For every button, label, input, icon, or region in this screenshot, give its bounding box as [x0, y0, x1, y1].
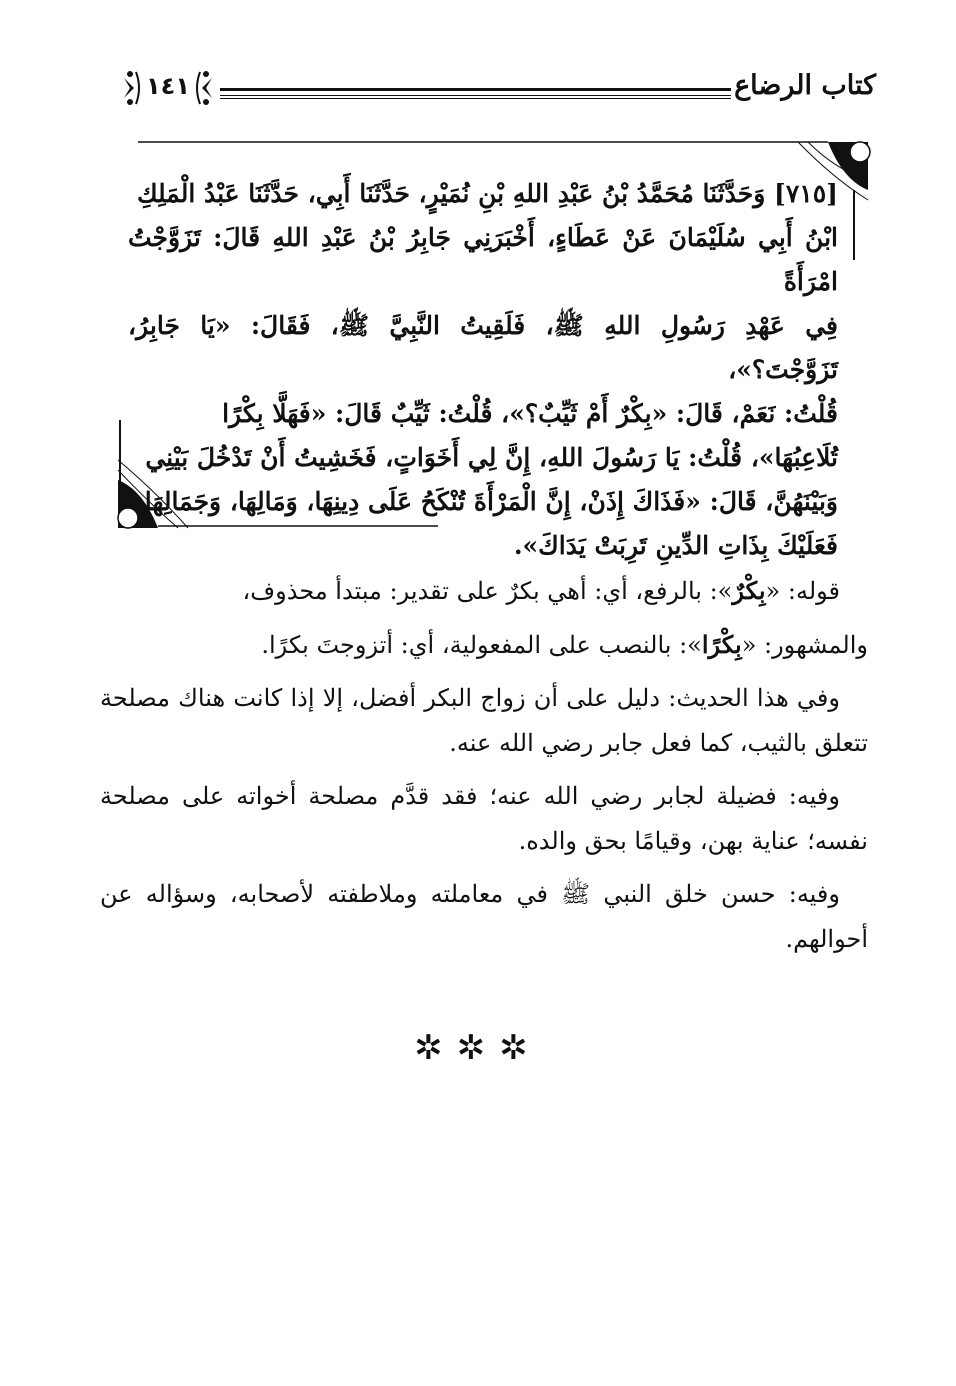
quoted-word: بِكْرٌ	[732, 576, 766, 605]
hadith-line: فِي عَهْدِ رَسُولِ اللهِ ﷺ، فَلَقِيتُ النَّبِيَّ ﷺ، فَقَالَ: «يَا جَابِرُ، تَزَوَّجْتَ؟»،	[128, 311, 838, 384]
hadith-line: [٧١٥] وَحَدَّثَنَا مُحَمَّدُ بْنُ عَبْدِ اللهِ بْنِ نُمَيْرٍ، حَدَّثَنَا أَبِي، حَدَّثَنَا عَبْدُ الْمَلِكِ	[136, 179, 838, 208]
header-rule	[220, 88, 731, 96]
running-head	[100, 62, 876, 122]
commentary-paragraph-2: وفي هذا الحديث: دليل على أن زواج البكر أفضل، إلا إذا كانت هناك مصلحة تتعلق بالثيب، كما فعل جابر رضي الله عنه.	[100, 684, 868, 757]
header-rule-thin	[220, 98, 731, 99]
section-separator-icon: ✲✲✲	[414, 1028, 542, 1068]
text-span: »: بالنصب على المفعولية، أي: أتزوجتَ بكرًا.	[261, 631, 702, 659]
hadith-line: قُلْتُ: نَعَمْ، قَالَ: «بِكْرٌ أَمْ ثَيِّبٌ؟»، قُلْتُ: ثَيِّبٌ قَالَ: «فَهَلَّا بِكْرًا	[222, 399, 838, 428]
text-span: قوله: «	[765, 577, 840, 605]
page-number: ١٤١	[146, 72, 190, 100]
commentary	[100, 568, 868, 970]
hadith-line: تُلَاعِبُهَا»، قُلْتُ: يَا رَسُولَ اللهِ، إِنَّ لِي أَخَوَاتٍ، فَخَشِيتُ أَنْ تَدْخُلَ بَيْنِي	[145, 443, 838, 472]
text-span: والمشهور: «	[741, 631, 868, 659]
quoted-word: بِكْرًا	[701, 630, 742, 659]
text-span: »: بالرفع، أي: أهي بكرٌ على تقدير: مبتدأ محذوف،	[242, 577, 733, 605]
commentary-paragraph-3: وفيه: فضيلة لجابر رضي الله عنه؛ فقد قدَّم مصلحة أخواته على مصلحة نفسه؛ عناية بهن، وقيامًا بحق والده.	[100, 782, 868, 855]
commentary-paragraph-4: وفيه: حسن خلق النبي ﷺ في معاملته وملاطفته لأصحابه، وسؤاله عن أحوالهم.	[100, 880, 868, 953]
hadith-text	[128, 172, 838, 568]
book-title: كتاب الرضاع	[734, 70, 876, 101]
commentary-paragraph-1b	[100, 622, 868, 668]
hadith-line: ابْنُ أَبِي سُلَيْمَانَ عَنْ عَطَاءٍ، أَخْبَرَنِي جَابِرُ بْنُ عَبْدِ اللهِ قَالَ: تَزَوَّجْتُ امْرَأَةً	[128, 223, 838, 296]
page-number-badge	[120, 66, 216, 110]
hadith-frame	[108, 140, 878, 560]
hadith-line: وَبَيْنَهُنَّ، قَالَ: «فَذَاكَ إِذَنْ، إِنَّ الْمَرْأَةَ تُنْكَحُ عَلَى دِينِهَا، وَمَالِهَا، وَجَمَالِهَا،	[136, 487, 838, 516]
hadith-line: فَعَلَيْكَ بِذَاتِ الدِّينِ تَرِبَتْ يَدَاكَ».	[513, 531, 838, 560]
commentary-paragraph-1	[100, 568, 868, 614]
